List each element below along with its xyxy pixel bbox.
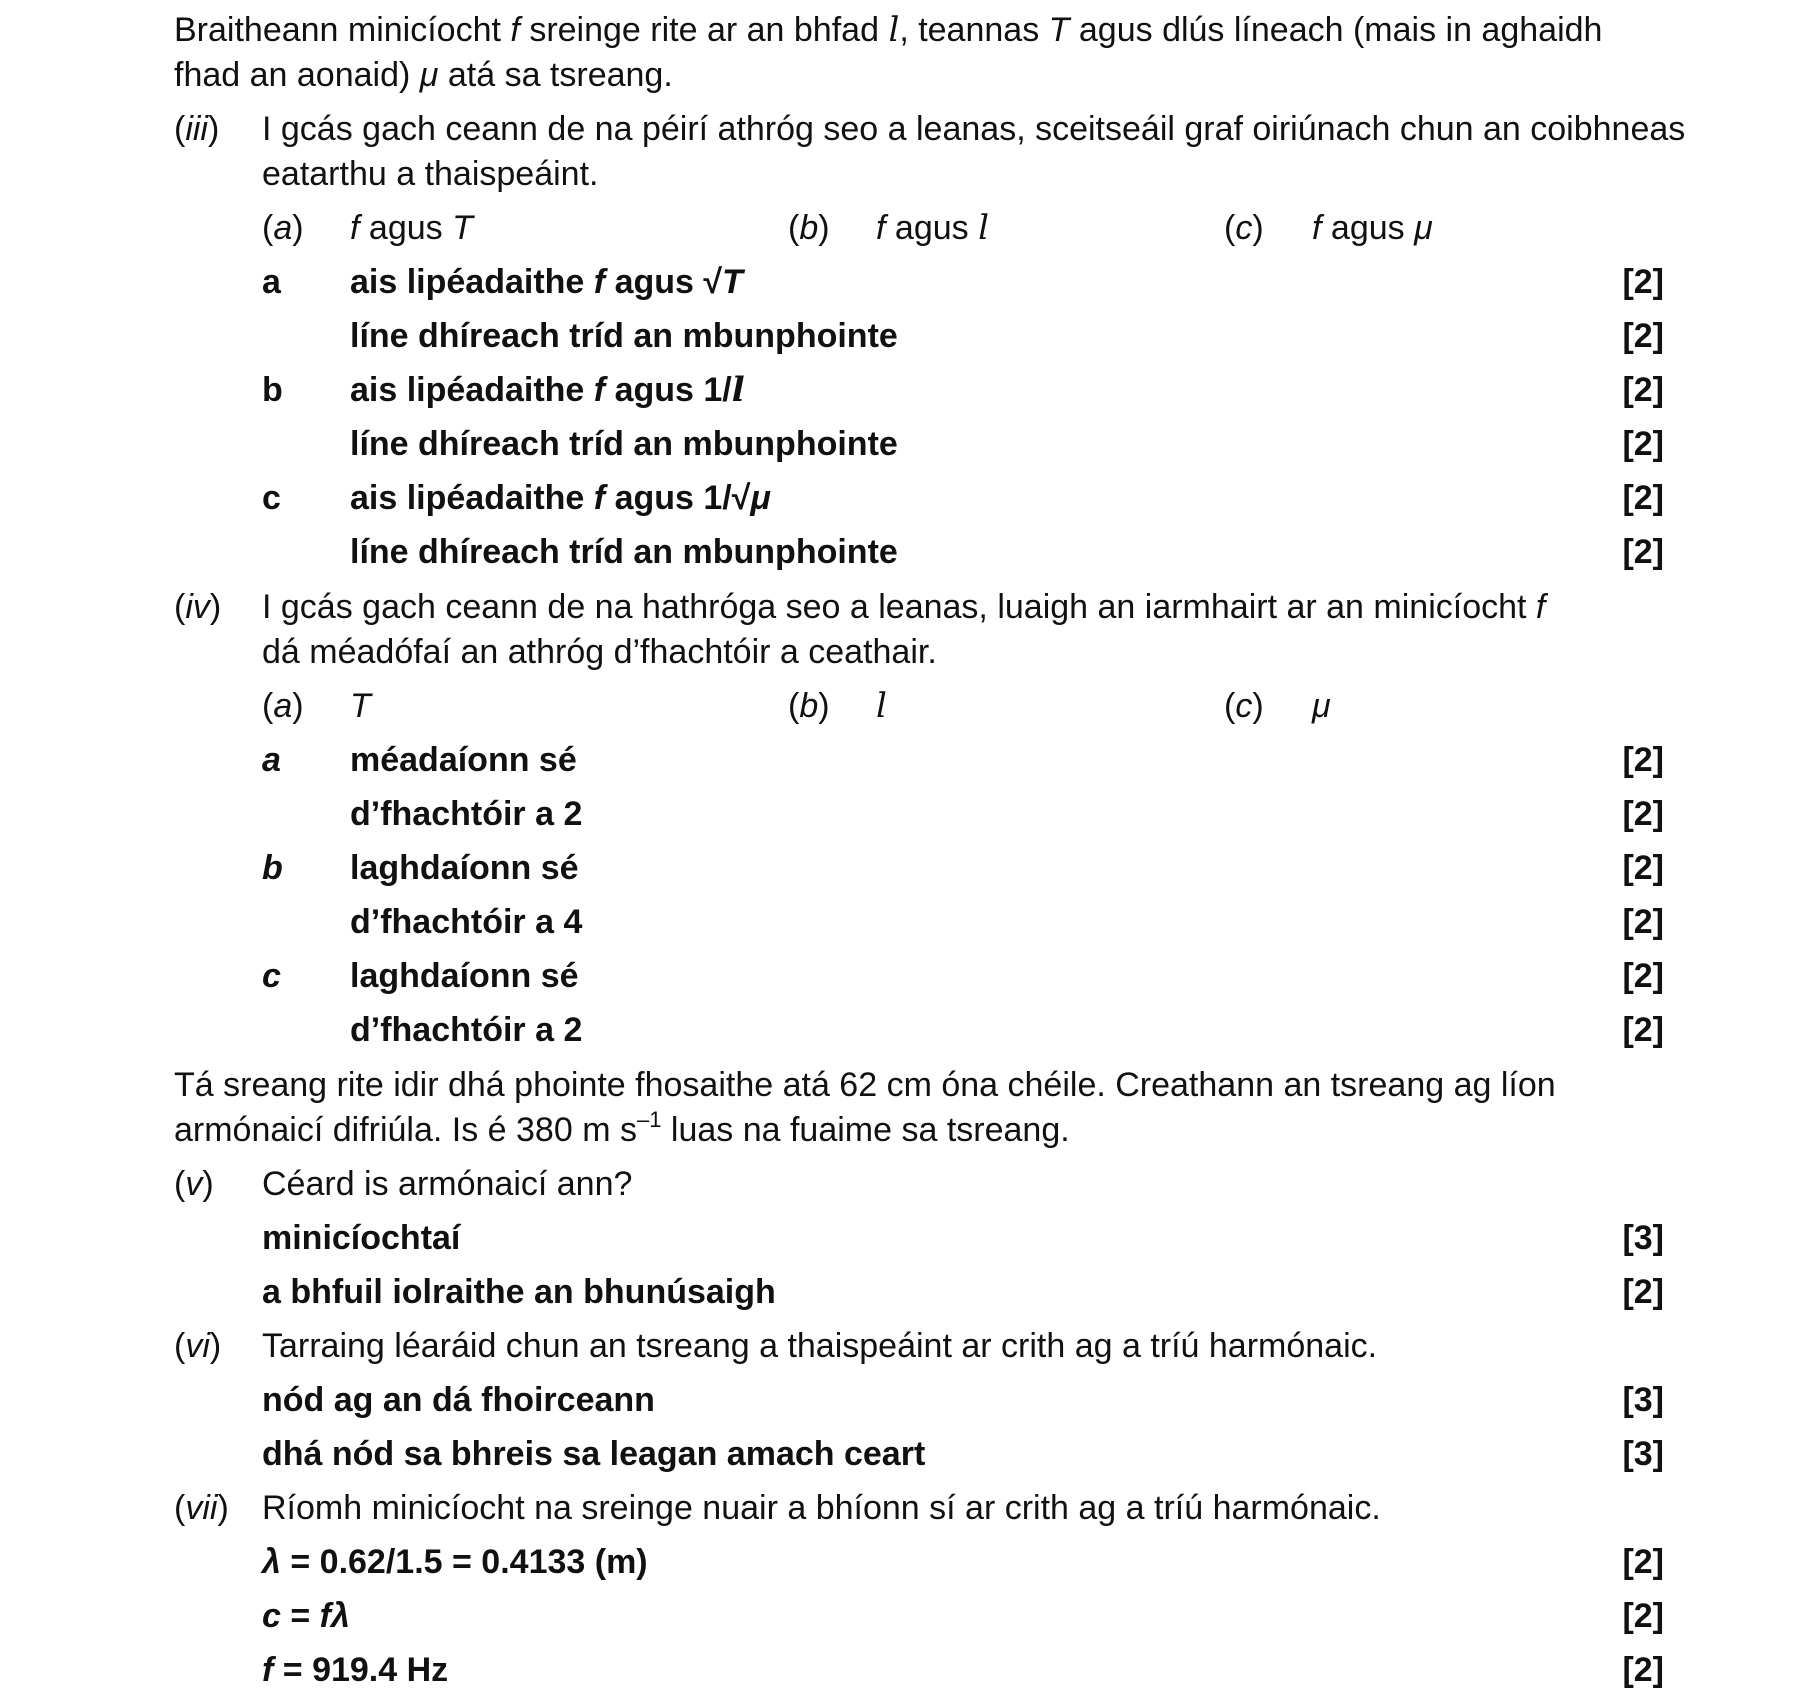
mark: [2] [1622,263,1664,301]
mark: [2] [1622,1011,1664,1049]
intro-text: agus dlús líneach (mais in aghaidh [1078,11,1603,49]
superscript: –1 [636,1107,662,1132]
symbol-mu: μ [419,56,439,94]
answer-text: λ = 0.62/1.5 = 0.4133 (m) [262,1543,648,1581]
answer-text: líne dhíreach tríd an mbunphointe [350,533,898,571]
answer-text: d’fhachtóir a 2 [350,795,583,833]
mark: [2] [1622,479,1664,517]
answer-text: laghdaíonn sé [350,957,579,995]
option-c: (c) μ [1224,687,1331,725]
question-text: Ríomh minicíocht na sreinge nuair a bhíonn sí ar crith ag a tríú harmónaic. [262,1489,1381,1527]
question-text: eatarthu a thaispeáint. [262,155,599,193]
passage-text: luas na fuaime sa tsreang. [661,1111,1070,1149]
question-text: dá méadófaí an athróg d’fhachtóir a ceathair. [262,633,937,671]
answer-key: a [262,741,281,779]
question-v [174,1162,1664,1207]
intro-text: , teannas [899,11,1040,49]
answer-row [174,1216,1664,1261]
answer-key: b [262,849,283,887]
answer-text: minicíochtaí [262,1219,461,1257]
answer-text: ais lipéadaithe f agus 1/√μ [350,479,771,517]
intro-line-2 [174,53,1664,98]
question-iii-cont [174,152,1664,197]
question-iii-options [174,206,1664,251]
mark: [2] [1622,317,1664,355]
question-text: Tarraing léaráid chun an tsreang a thaispeáint ar crith ag a tríú harmónaic. [262,1327,1378,1365]
intro-line-1 [174,8,1664,53]
answer-row [174,1648,1664,1693]
answer-text: d’fhachtóir a 2 [350,1011,583,1049]
question-text: I gcás gach ceann de na péirí athróg seo a leanas, sceitseáil graf oiriúnach chun an coibhneas [262,110,1686,148]
question-number: (iii) [174,110,220,148]
answer-key: b [262,371,283,409]
passage-line-1 [174,1063,1664,1108]
answer-row [174,476,1664,521]
answer-row [174,792,1664,837]
mark: [2] [1622,371,1664,409]
symbol-f: f [510,11,520,49]
answer-key: c [262,957,281,995]
intro-text: sreinge rite ar an bhfad [529,11,879,49]
answer-row [174,954,1664,999]
mark: [2] [1622,795,1664,833]
answer-row [174,1594,1664,1639]
question-number: (iv) [174,588,222,626]
question-vi [174,1324,1664,1369]
mark: [2] [1622,1543,1664,1581]
intro-text: atá sa tsreang. [447,56,673,94]
answer-text: dhá nód sa bhreis sa leagan amach ceart [262,1435,926,1473]
mark: [2] [1622,957,1664,995]
answer-key: a [262,263,281,301]
mark: [2] [1622,1273,1664,1311]
intro-text: fhad an aonaid) [174,56,411,94]
passage-text: armónaicí difriúla. Is é 380 m s [174,1111,637,1149]
answer-text: a bhfuil iolraithe an bhunúsaigh [262,1273,776,1311]
mark: [2] [1622,1597,1664,1635]
answer-text: f = 919.4 Hz [262,1651,449,1689]
question-number: (v) [174,1165,214,1203]
answer-text: laghdaíonn sé [350,849,579,887]
answer-text: ais lipéadaithe f agus √T [350,263,743,301]
mark: [3] [1622,1381,1664,1419]
answer-row [174,1432,1664,1477]
mark: [2] [1622,741,1664,779]
option-b: (b) f agus l [788,208,989,248]
mark: [2] [1622,903,1664,941]
answer-text: líne dhíreach tríd an mbunphointe [350,317,898,355]
question-iv [174,585,1664,630]
mark: [2] [1622,849,1664,887]
mark: [2] [1622,1651,1664,1689]
question-text: I gcás gach ceann de na hathróga seo a leanas, luaigh an iarmhairt ar an minicíocht f [262,588,1546,626]
answer-text: c = fλ [262,1597,350,1635]
mark: [3] [1622,1219,1664,1257]
answer-row [174,368,1664,413]
question-text: Céard is armónaicí ann? [262,1165,633,1203]
answer-key: c [262,479,281,517]
option-b: (b) l [788,686,887,726]
answer-text: nód ag an dá fhoirceann [262,1381,655,1419]
answer-row [174,846,1664,891]
question-iii [174,107,1686,152]
marking-scheme-page [174,0,1686,1708]
answer-text: líne dhíreach tríd an mbunphointe [350,425,898,463]
option-a: (a) f agus T [262,209,473,247]
answer-row [174,530,1664,575]
mark: [3] [1622,1435,1664,1473]
question-vii [174,1486,1664,1531]
answer-row [174,1378,1664,1423]
answer-row [174,1540,1664,1585]
question-iv-options [174,684,1664,729]
option-c: (c) f agus μ [1224,209,1433,247]
passage-text: Tá sreang rite idir dhá phointe fhosaithe atá 62 cm óna chéile. Creathann an tsreang ag líon [174,1066,1556,1104]
answer-row [174,260,1664,305]
answer-row [174,1270,1664,1315]
mark: [2] [1622,425,1664,463]
answer-row [174,900,1664,945]
symbol-l: l [888,10,900,50]
answer-row [174,422,1664,467]
answer-row [174,1008,1664,1053]
question-number: (vi) [174,1327,222,1365]
question-iv-cont [174,630,1664,675]
answer-row [174,738,1664,783]
symbol-T: T [1048,11,1070,49]
option-a: (a) T [262,687,371,725]
question-number: (vii) [174,1489,229,1527]
passage-line-2 [174,1108,1664,1153]
intro-text: Braitheann minicíocht [174,11,501,49]
answer-text: méadaíonn sé [350,741,577,779]
answer-text: ais lipéadaithe f agus 1/l [350,370,745,410]
answer-row [174,314,1664,359]
mark: [2] [1622,533,1664,571]
answer-text: d’fhachtóir a 4 [350,903,583,941]
